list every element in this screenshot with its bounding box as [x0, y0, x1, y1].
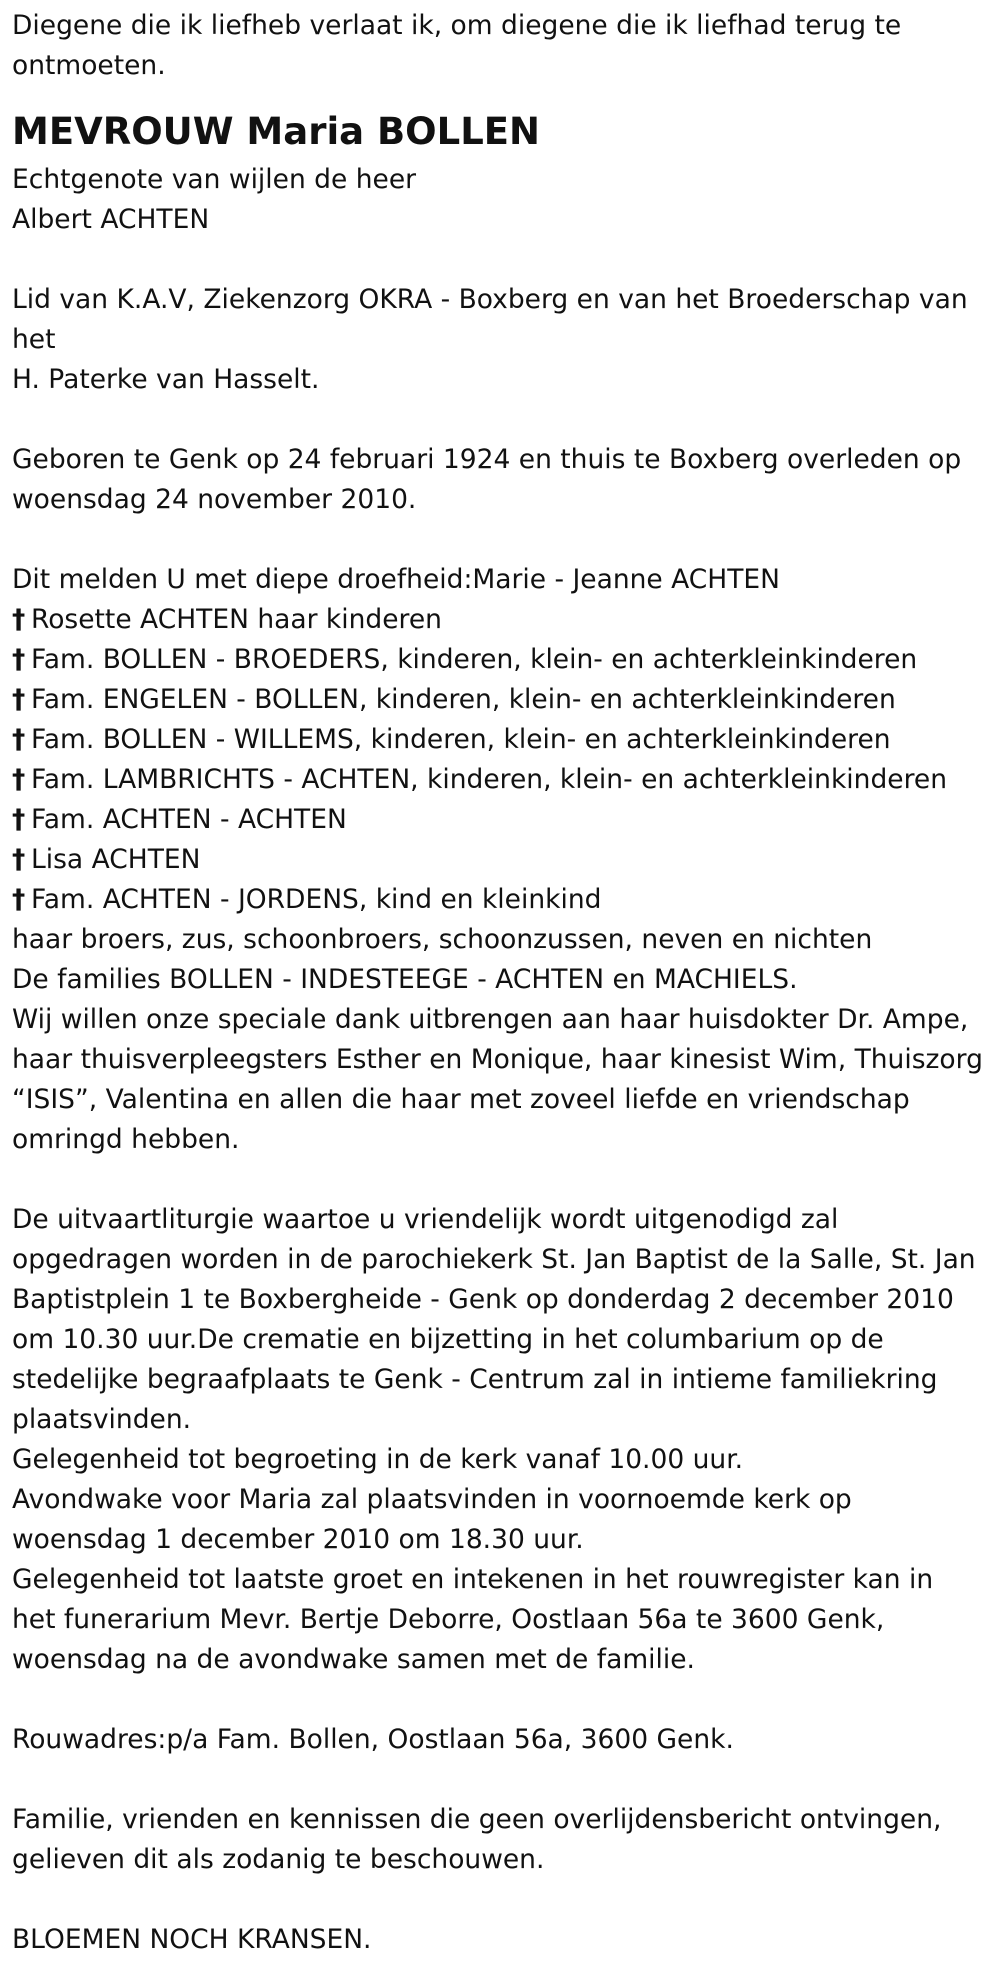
mourner-name: Rosette ACHTEN haar kinderen: [31, 604, 442, 635]
mourner-deceased: [12, 760, 988, 800]
funeral-line: woensdag na de avondwake samen met de familie.: [12, 1644, 695, 1675]
mourner-name: Lisa ACHTEN: [31, 844, 201, 875]
funeral-line: Avondwake voor Maria zal plaatsvinden in voornoemde kerk op: [12, 1484, 852, 1515]
funeral-line: Gelegenheid tot begroeting in de kerk vanaf 10.00 uur.: [12, 1444, 744, 1475]
mourners-relatives: haar broers, zus, schoonbroers, schoonzussen, neven en nichten: [12, 924, 873, 955]
funeral-line: om 10.30 uur.De crematie en bijzetting in het columbarium op de: [12, 1324, 884, 1355]
thanks-line: haar thuisverpleegsters Esther en Monique, haar kinesist Wim, Thuiszorg: [12, 1044, 983, 1075]
mourners-families: De families BOLLEN - INDESTEEGE - ACHTEN en MACHIELS.: [12, 964, 798, 995]
funeral-section: [12, 1200, 988, 1680]
spacer: [12, 1680, 988, 1720]
cross-icon: †: [12, 684, 26, 715]
mourner-name: Fam. BOLLEN - BROEDERS, kinderen, klein- en achterkleinkinderen: [31, 644, 918, 675]
spouse-line: Albert ACHTEN: [12, 204, 210, 235]
birth-death-line: woensdag 24 november 2010.: [12, 484, 417, 515]
spacer: [12, 1160, 988, 1200]
intro-line: Diegene die ik liefheb verlaat ik, om diegene die ik liefhad terug te: [12, 10, 902, 41]
membership-line: Lid van K.A.V, Ziekenzorg OKRA - Boxberg en van het Broederschap van: [12, 284, 968, 315]
funeral-line: woensdag 1 december 2010 om 18.30 uur.: [12, 1524, 584, 1555]
cross-icon: †: [12, 804, 26, 835]
spacer: [12, 400, 988, 440]
mourner-name: Fam. ENGELEN - BOLLEN, kinderen, klein- en achterkleinkinderen: [31, 684, 896, 715]
intro-quote: [12, 6, 988, 86]
thanks-line: “ISIS”, Valentina en allen die haar met zoveel liefde en vriendschap: [12, 1084, 910, 1115]
spouse-line: Echtgenote van wijlen de heer: [12, 164, 417, 195]
mourner-name: Fam. ACHTEN - JORDENS, kind en kleinkind: [31, 884, 602, 915]
spacer: [12, 520, 988, 560]
cross-icon: †: [12, 604, 26, 635]
mourner-deceased: [12, 640, 988, 680]
intro-line: ontmoeten.: [12, 50, 166, 81]
mourner-name: Fam. LAMBRICHTS - ACHTEN, kinderen, klein- en achterkleinkinderen: [31, 764, 947, 795]
funeral-line: De uitvaartliturgie waartoe u vriendelijk wordt uitgenodigd zal: [12, 1204, 839, 1235]
spacer: [12, 1880, 988, 1920]
cross-icon: †: [12, 724, 26, 755]
mourners-intro: Dit melden U met diepe droefheid:Marie - Jeanne ACHTEN: [12, 564, 780, 595]
mourner-deceased: [12, 800, 988, 840]
deceased-name: MEVROUW Maria BOLLEN: [12, 110, 541, 153]
spacer: [12, 240, 988, 280]
birth-death-line: Geboren te Genk op 24 februari 1924 en thuis te Boxberg overleden op: [12, 444, 962, 475]
mourner-deceased: [12, 720, 988, 760]
cross-icon: †: [12, 644, 26, 675]
thanks-line: omringd hebben.: [12, 1124, 240, 1155]
notice-section: [12, 1800, 988, 1880]
funeral-line: Baptistplein 1 te Boxbergheide - Genk op donderdag 2 december 2010: [12, 1284, 954, 1315]
cross-icon: †: [12, 764, 26, 795]
mourning-address: Rouwadres:p/a Fam. Bollen, Oostlaan 56a, 3600 Genk.: [12, 1724, 734, 1755]
membership-line: H. Paterke van Hasselt.: [12, 364, 320, 395]
cross-icon: †: [12, 844, 26, 875]
funeral-line: Gelegenheid tot laatste groet en intekenen in het rouwregister kan in: [12, 1564, 934, 1595]
notice-line: Familie, vrienden en kennissen die geen overlijdensbericht ontvingen,: [12, 1804, 942, 1835]
mourner-deceased: [12, 880, 988, 920]
mourner-deceased: [12, 600, 988, 640]
spouse-info: [12, 160, 988, 240]
spacer: [12, 1760, 988, 1800]
mourner-deceased: [12, 840, 988, 880]
mourner-deceased: [12, 680, 988, 720]
funeral-line: stedelijke begraafplaats te Genk - Centrum zal in intieme familiekring: [12, 1364, 938, 1395]
funeral-line: het funerarium Mevr. Bertje Deborre, Oostlaan 56a te 3600 Genk,: [12, 1604, 885, 1635]
membership-info: [12, 280, 988, 400]
funeral-line: opgedragen worden in de parochiekerk St. Jan Baptist de la Salle, St. Jan: [12, 1244, 976, 1275]
funeral-line: plaatsvinden.: [12, 1404, 192, 1435]
membership-line: het: [12, 324, 56, 355]
mourners-list: [12, 560, 988, 1000]
thanks-line: Wij willen onze speciale dank uitbrengen aan haar huisdokter Dr. Ampe,: [12, 1004, 969, 1035]
notice-line: gelieven dit als zodanig te beschouwen.: [12, 1844, 545, 1875]
mourner-name: Fam. ACHTEN - ACHTEN: [31, 804, 347, 835]
cross-icon: †: [12, 884, 26, 915]
flowers-notice: BLOEMEN NOCH KRANSEN.: [12, 1924, 372, 1955]
birth-death-info: [12, 440, 988, 520]
mourner-name: Fam. BOLLEN - WILLEMS, kinderen, klein- en achterkleinkinderen: [31, 724, 891, 755]
thanks-section: [12, 1000, 988, 1160]
